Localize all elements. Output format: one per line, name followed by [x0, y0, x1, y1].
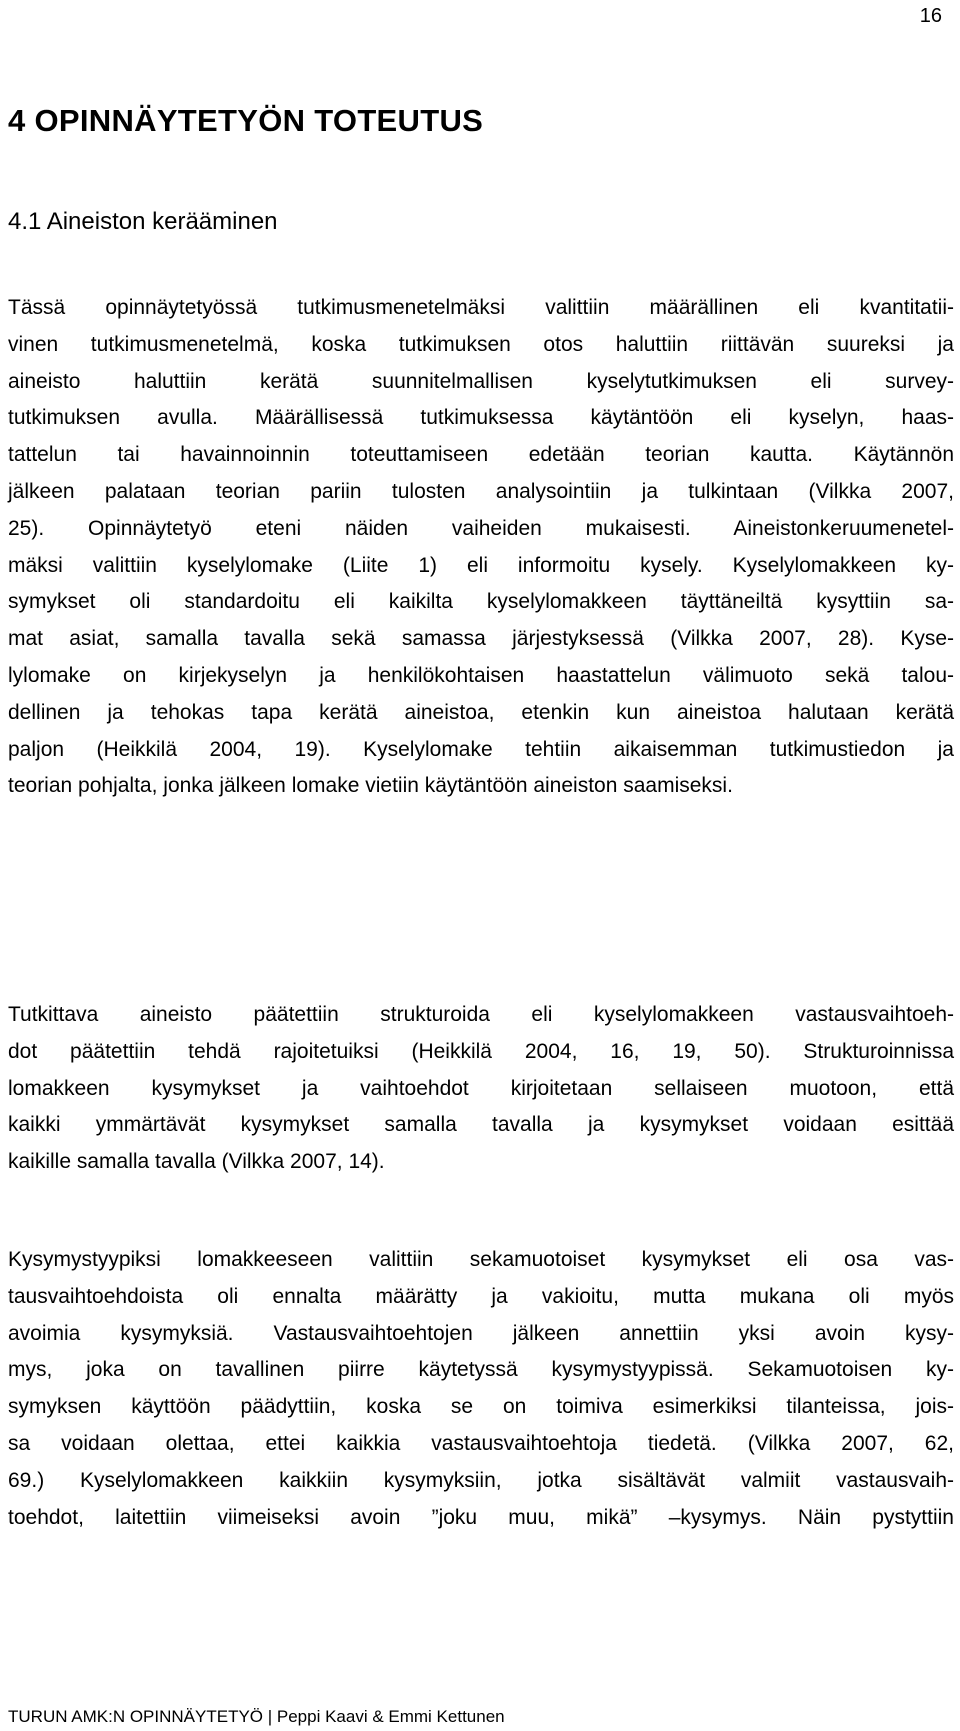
paragraph-line: tausvaihtoehdoista oli ennalta määrätty ja vakioitu, mutta mukana oli myös [8, 1284, 954, 1308]
paragraph-line: kaikille samalla tavalla (Vilkka 2007, 14). [8, 1150, 385, 1174]
paragraph-line: mäksi valittiin kyselylomake (Liite 1) eli informoitu kysely. Kyselylomakkeen ky- [8, 553, 954, 577]
page-number: 16 [919, 5, 942, 27]
page-footer: TURUN AMK:N OPINNÄYTETYÖ | Peppi Kaavi & Emmi Kettunen [8, 1707, 505, 1726]
paragraph-3 [8, 1242, 954, 1536]
paragraph-1 [8, 290, 954, 805]
paragraph-line: Tässä opinnäytetyössä tutkimusmenetelmäksi valittiin määrällinen eli kvantitatii- [8, 296, 954, 319]
paragraph-line: kaikki ymmärtävät kysymykset samalla tavalla ja kysymykset voidaan esittää [8, 1113, 954, 1137]
paragraph-line: aineisto haluttiin kerätä suunnitelmallisen kyselytutkimuksen eli survey- [8, 369, 954, 393]
paragraph-line: mys, joka on tavallinen piirre käytetyssä kysymystyypissä. Sekamuotoisen ky- [8, 1358, 954, 1382]
paragraph-line: avoimia kysymyksiä. Vastausvaihtoehtojen jälkeen annettiin yksi avoin kysy- [8, 1321, 954, 1345]
paragraph-line: 25). Opinnäytetyö eteni näiden vaiheiden mukaisesti. Aineistonkeruumenetel- [8, 516, 954, 540]
paragraph-line: tattelun tai havainnoinnin toteuttamiseen edetään teorian kautta. Käytännön [8, 443, 954, 467]
chapter-heading: 4 OPINNÄYTETYÖN TOTEUTUS [8, 103, 484, 138]
paragraph-line: paljon (Heikkilä 2004, 19). Kyselylomake tehtiin aikaisemman tutkimustiedon ja [8, 737, 954, 761]
paragraph-line: vinen tutkimusmenetelmä, koska tutkimuksen otos haluttiin riittävän suureksi ja [8, 332, 954, 356]
paragraph-2 [8, 997, 954, 1181]
paragraph-line: dot päätettiin tehdä rajoitetuiksi (Heikkilä 2004, 16, 19, 50). Strukturoinnissa [8, 1039, 954, 1063]
paragraph-line: symykset oli standardoitu eli kaikilta kyselylomakkeen täyttäneiltä kysyttiin sa- [8, 590, 954, 614]
section-heading: 4.1 Aineiston kerääminen [8, 208, 278, 235]
paragraph-line: Kysymystyypiksi lomakkeeseen valittiin sekamuotoiset kysymykset eli osa vas- [8, 1248, 954, 1271]
paragraph-line: tutkimuksen avulla. Määrällisessä tutkimuksessa käytäntöön eli kyselyn, haas- [8, 406, 954, 430]
paragraph-line: Tutkittava aineisto päätettiin strukturoida eli kyselylomakkeen vastausvaihtoeh- [8, 1003, 954, 1026]
paragraph-line: dellinen ja tehokas tapa kerätä aineistoa, etenkin kun aineistoa halutaan kerätä [8, 700, 954, 724]
paragraph-line: sa voidaan olettaa, ettei kaikkia vastausvaihtoehtoja tiedetä. (Vilkka 2007, 62, [8, 1431, 954, 1455]
paragraph-line: lomakkeen kysymykset ja vaihtoehdot kirjoitetaan sellaiseen muotoon, että [8, 1076, 954, 1100]
paragraph-line: jälkeen palataan teorian pariin tulosten analysointiin ja tulkintaan (Vilkka 2007, [8, 479, 954, 503]
paragraph-line: teorian pohjalta, jonka jälkeen lomake vietiin käytäntöön aineiston saamiseksi. [8, 774, 733, 798]
paragraph-line: lylomake on kirjekyselyn ja henkilökohtaisen haastattelun välimuoto sekä talou- [8, 663, 954, 687]
paragraph-line: toehdot, laitettiin viimeiseksi avoin ”joku muu, mikä” –kysymys. Näin pystyttiin [8, 1505, 954, 1529]
paragraph-line: mat asiat, samalla tavalla sekä samassa järjestyksessä (Vilkka 2007, 28). Kyse- [8, 627, 954, 651]
paragraph-line: symyksen käyttöön päädyttiin, koska se on toimiva esimerkiksi tilanteissa, jois- [8, 1395, 954, 1419]
paragraph-line: 69.) Kyselylomakkeen kaikkiin kysymyksiin, jotka sisältävät valmiit vastausvaih- [8, 1468, 954, 1492]
